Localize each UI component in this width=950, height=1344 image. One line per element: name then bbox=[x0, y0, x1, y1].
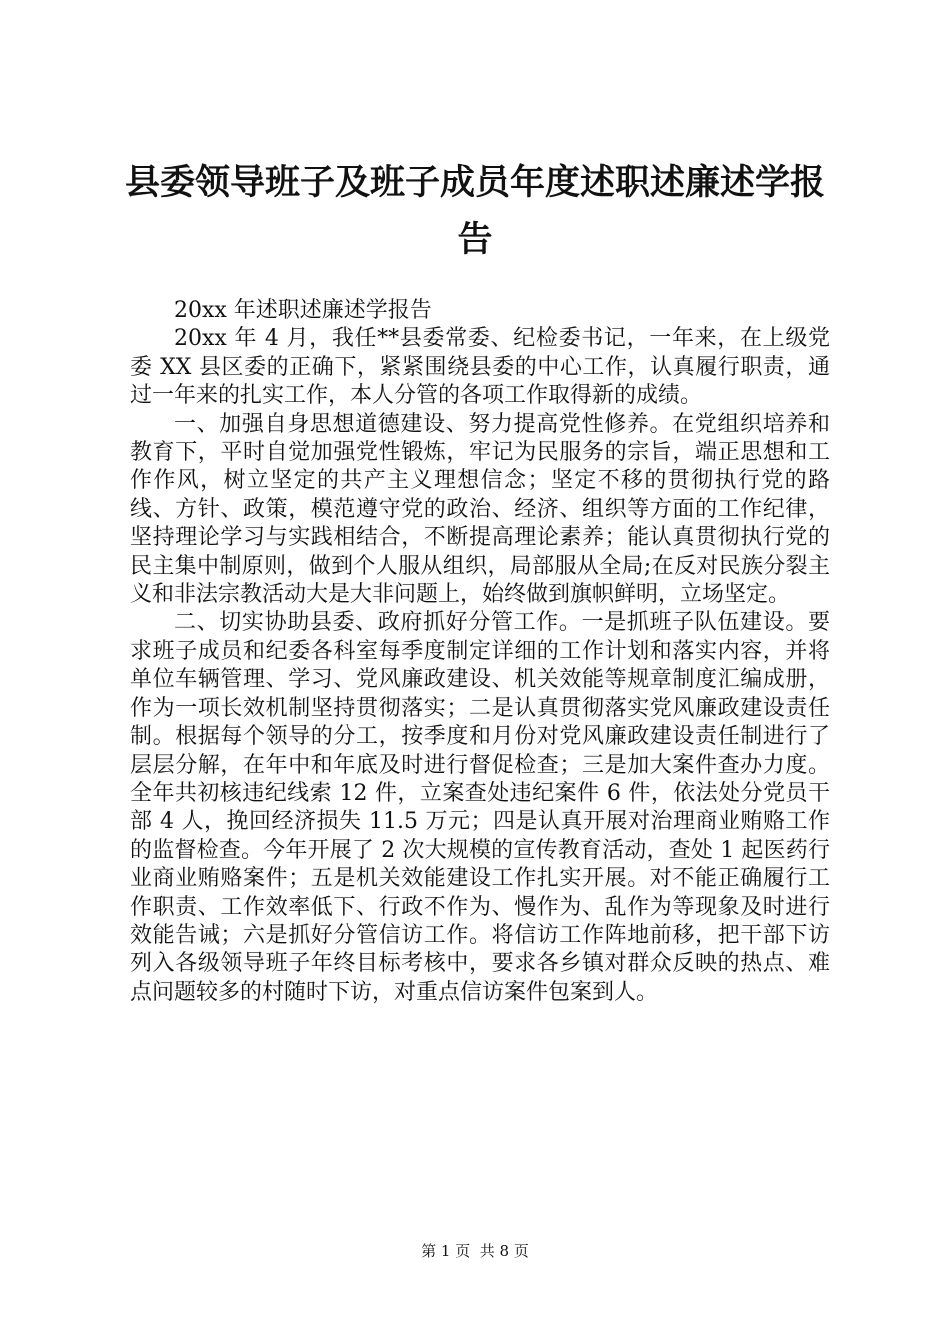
report-subtitle: 20xx 年述职述廉述学报告 bbox=[174, 298, 432, 323]
intro-paragraph: 20xx 年 4 月，我任**县委常委、纪检委书记，一年来，在上级党委 XX 县区委的正确下，紧紧围绕县委的中心工作，认真履行职责，通过一年来的扎实工作，本人分管的各项工作取得新的成绩。 bbox=[130, 326, 830, 409]
document-body bbox=[130, 297, 830, 1007]
page-footer bbox=[0, 1241, 950, 1261]
document-title-line-2: 告 bbox=[457, 220, 493, 260]
section-two-paragraph: 二、切实协助县委、政府抓好分管工作。一是抓班子队伍建设。要求班子成员和纪委各科室每季度制定详细的工作计划和落实内容，并将单位车辆管理、学习、党风廉政建设、机关效能等规章制度汇编成册，作为一项长效机制坚持贯彻落实；二是认真贯彻落实党风廉政建设责任制。根据每个领导的分工，按季度和月份对党风廉政建设责任制进行了层层分解，在年中和年底及时进行督促检查；三是加大案件查办力度。全年共初核违纪线索 12 件，立案查处违纪案件 6 件，依法处分党员干部 4 人，挽回经济损失 11.5 万元；四是认真开展对治理商业贿赂工作的监督检查。今年开展了 2 次大规模的宣传教育活动，查处 1 起医药行业商业贿赂案件；五是机关效能建设工作扎实开展。对不能正确履行工作职责、工作效率低下、行政不作为、慢作为、乱作为等现象及时进行效能告诫；六是抓好分管信访工作。将信访工作阵地前移，把干部下访列入各级领导班子年终目标考核中，要求各乡镇对群众反映的热点、难点问题较多的村随时下访，对重点信访案件包案到人。 bbox=[130, 610, 830, 1005]
page-number: 第 1 页 共 8 页 bbox=[421, 1242, 529, 1260]
document-title-line-1: 县委领导班子及班子成员年度述职述廉述学报 bbox=[124, 163, 825, 203]
section-one-paragraph: 一、加强自身思想道德建设、努力提高党性修养。在党组织培养和教育下，平时自觉加强党性锻炼，牢记为民服务的宗旨，端正思想和工作作风，树立坚定的共产主义理想信念；坚定不移的贯彻执行党的路线、方针、政策，模范遵守党的政治、经济、组织等方面的工作纪律，坚持理论学习与实践相结合，不断提高理论素养；能认真贯彻执行党的民主集中制原则，做到个人服从组织，局部服从全局;在反对民族分裂主义和非法宗教活动大是大非问题上，始终做到旗帜鲜明，立场坚定。 bbox=[130, 411, 830, 608]
